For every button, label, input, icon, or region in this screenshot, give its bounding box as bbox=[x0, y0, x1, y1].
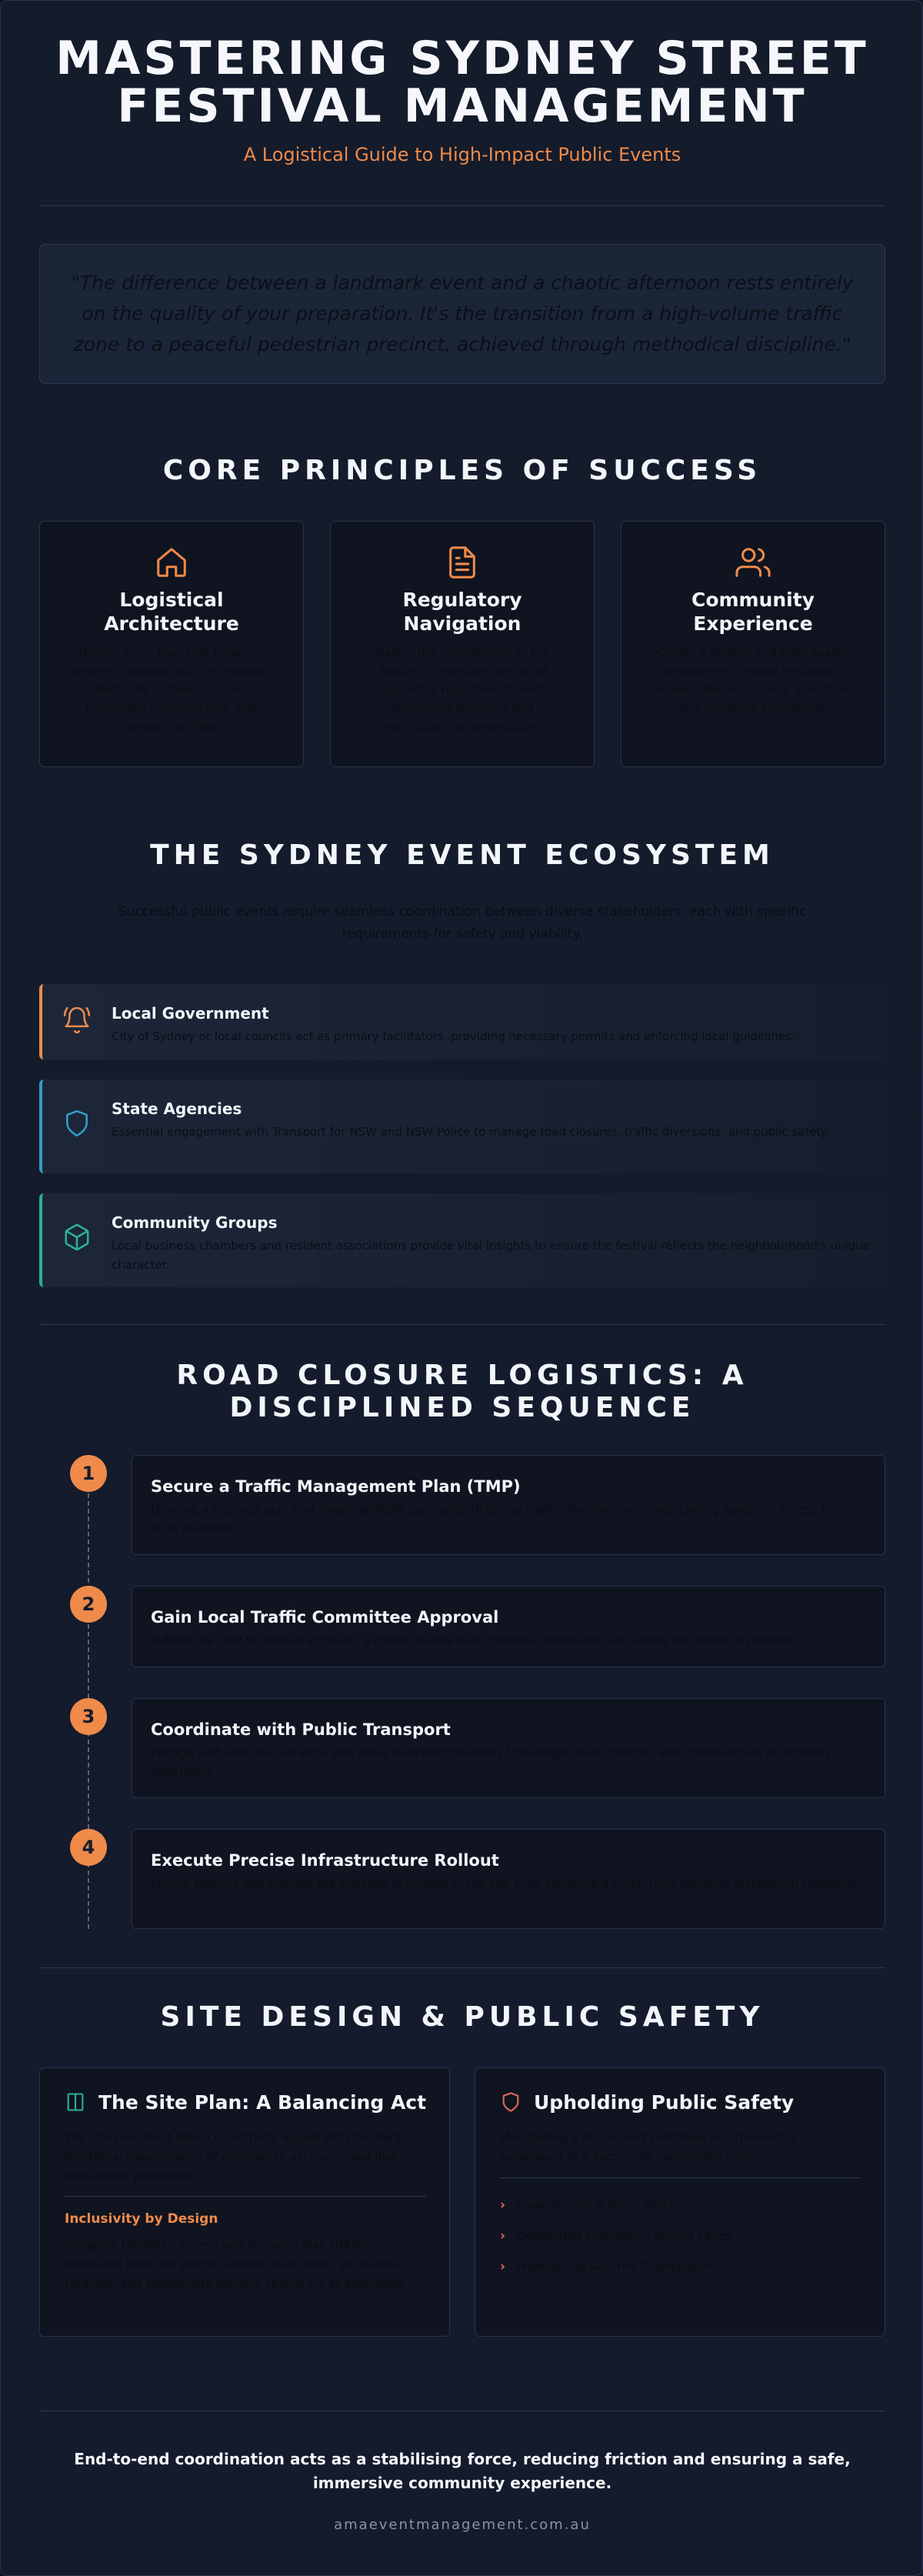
stakeholder-text: City of Sydney or local councils act as primary facilitators, providing necessary permits and enforcing local guidelines. bbox=[112, 1029, 795, 1043]
stakeholder-title: State Agencies bbox=[112, 1099, 242, 1118]
panel-text: The site plan must balance aesthetic appeal with the hard functional requirements of emergency access, crowd flow, and vendor placement. bbox=[65, 2131, 402, 2183]
stakeholder-title: Community Groups bbox=[112, 1213, 278, 1232]
principle-card-community bbox=[621, 521, 885, 767]
safety-bullet bbox=[500, 2228, 731, 2244]
step-title: Coordinate with Public Transport bbox=[151, 1720, 451, 1739]
safety-heading: SITE DESIGN & PUBLIC SAFETY bbox=[160, 2001, 765, 2033]
step-text: Submit the TMP for formal approval, a critical hurdle that confirms compliance and allows the event to proceed. bbox=[151, 1633, 798, 1647]
ecosystem-intro: Successful public events require seamless coordination between diverse stakeholders, each with specific requirements for safety and viability. bbox=[118, 904, 807, 942]
panel-title: Upholding Public Safety bbox=[534, 2091, 795, 2114]
panel-divider bbox=[500, 2177, 861, 2178]
bullet-text: Professional Security Coordination bbox=[516, 2260, 715, 2274]
panel-text: Maintaining a secure and controlled environment is paramount to a successful community event. bbox=[500, 2131, 798, 2164]
principle-card-regulatory bbox=[330, 521, 595, 767]
roads-heading: ROAD CLOSURE LOGISTICS: A DISCIPLINED SEQUENCE bbox=[176, 1360, 748, 1423]
page-subtitle: A Logistical Guide to High-Impact Public Events bbox=[243, 144, 681, 165]
closing-statement: End-to-end coordination acts as a stabilising force, reducing friction and ensuring a safe, immersive community experience. bbox=[74, 2450, 851, 2492]
bullet-text: Designated Emergency Access Lanes bbox=[516, 2229, 731, 2243]
divider bbox=[39, 205, 885, 206]
step-number: 2 bbox=[70, 1586, 107, 1623]
step-number: 3 bbox=[70, 1698, 107, 1735]
shield-icon bbox=[62, 1109, 92, 1138]
document-icon bbox=[445, 545, 480, 580]
layout-icon bbox=[65, 2091, 86, 2113]
step-card bbox=[132, 1698, 885, 1798]
stakeholder-text: Essential engagement with Transport for NSW and NSW Police to manage road closures, traffic diversions, and public safety. bbox=[112, 1125, 830, 1139]
principle-card-logistical bbox=[39, 521, 304, 767]
shield-icon bbox=[500, 2091, 521, 2113]
chevron-right-icon: › bbox=[500, 2197, 506, 2213]
principle-title: Regulatory Navigation bbox=[402, 589, 522, 635]
panel-divider bbox=[65, 2196, 426, 2197]
safety-bullet bbox=[500, 2197, 686, 2213]
panel-subtext: Integrate Disability Access and Inclusion Plan (DAIP) standards from the start to ensure clear paths, accessible facilities, and appropriate sensory spaces for all attendees. bbox=[65, 2238, 407, 2291]
step-card bbox=[132, 1586, 885, 1667]
public-safety-panel bbox=[475, 2067, 885, 2337]
site-plan-panel bbox=[39, 2067, 450, 2337]
panel-subhead: Inclusivity by Design bbox=[65, 2211, 218, 2227]
stakeholder-title: Local Government bbox=[112, 1004, 269, 1023]
principle-title: Community Experience bbox=[691, 589, 815, 635]
bullet-text: Clear Alcohol & Glass Policies bbox=[516, 2198, 686, 2212]
principles-heading: CORE PRINCIPLES OF SUCCESS bbox=[162, 455, 762, 486]
divider bbox=[39, 1967, 885, 1968]
stakeholder-text: Local business chambers and resident associations provide vital insights to ensure the festival reflects the neighbourhood's unique character. bbox=[112, 1239, 870, 1272]
step-number: 4 bbox=[70, 1829, 107, 1866]
users-icon bbox=[735, 545, 771, 580]
step-title: Execute Precise Infrastructure Rollout bbox=[151, 1851, 499, 1870]
divider bbox=[39, 1324, 885, 1325]
chevron-right-icon: › bbox=[500, 2228, 506, 2244]
step-card bbox=[132, 1829, 885, 1929]
step-text: Engage with local bus services and other transport providers to manage route changes and communicate disruptions effectively. bbox=[151, 1746, 831, 1779]
principle-text: Master the complexities of the 'Notice of Intention' and NSW regulatory requirements with structured authority and meticulous documentation. bbox=[374, 646, 551, 733]
step-number: 1 bbox=[70, 1455, 107, 1492]
stakeholder-state-agencies bbox=[39, 1079, 885, 1173]
stakeholder-local-government bbox=[39, 984, 885, 1059]
principle-title: Logistical Architecture bbox=[104, 589, 239, 635]
principle-text: Design a site plan that balances aesthetic appeal with the rigorous demands of road closures, temporary infrastructure, and pedestrian flow. bbox=[72, 646, 271, 733]
chevron-right-icon: › bbox=[500, 2259, 506, 2274]
step-title: Gain Local Traffic Committee Approval bbox=[151, 1608, 499, 1627]
home-icon bbox=[154, 545, 189, 580]
ecosystem-heading: THE SYDNEY EVENT ECOSYSTEM bbox=[150, 839, 775, 871]
step-text: Ensure barriers and signage are installed according to the site plan, following a strict, time-sensitive installation sequence. bbox=[151, 1877, 861, 1890]
cube-icon bbox=[62, 1223, 92, 1252]
footer-url[interactable]: amaeventmanagement.com.au bbox=[334, 2517, 591, 2533]
bell-icon bbox=[62, 1006, 92, 1035]
step-text: Develop a rigorous plan that meets all NSW standards, detailing traffic diversions and maintaining essential access for local residents. bbox=[151, 1503, 838, 1536]
step-card bbox=[132, 1455, 885, 1555]
stakeholder-community-groups bbox=[39, 1193, 885, 1287]
safety-bullet bbox=[500, 2259, 714, 2274]
step-title: Secure a Traffic Management Plan (TMP) bbox=[151, 1477, 521, 1496]
panel-title: The Site Plan: A Balancing Act bbox=[98, 2091, 427, 2114]
intro-quote: "The difference between a landmark event and a chaotic afternoon rests entirely on the quality of your preparation. It's the transition from a high-volume traffic zone to a peaceful pedestrian precinct, achieved through methodical discipline." bbox=[39, 244, 885, 384]
page-title: MASTERING SYDNEY STREET FESTIVAL MANAGEMENT bbox=[55, 32, 869, 133]
principle-text: Create a diverse and high-quality atmosphere through methodical vendor selection, space allocation, and engaging activations. bbox=[652, 646, 854, 715]
